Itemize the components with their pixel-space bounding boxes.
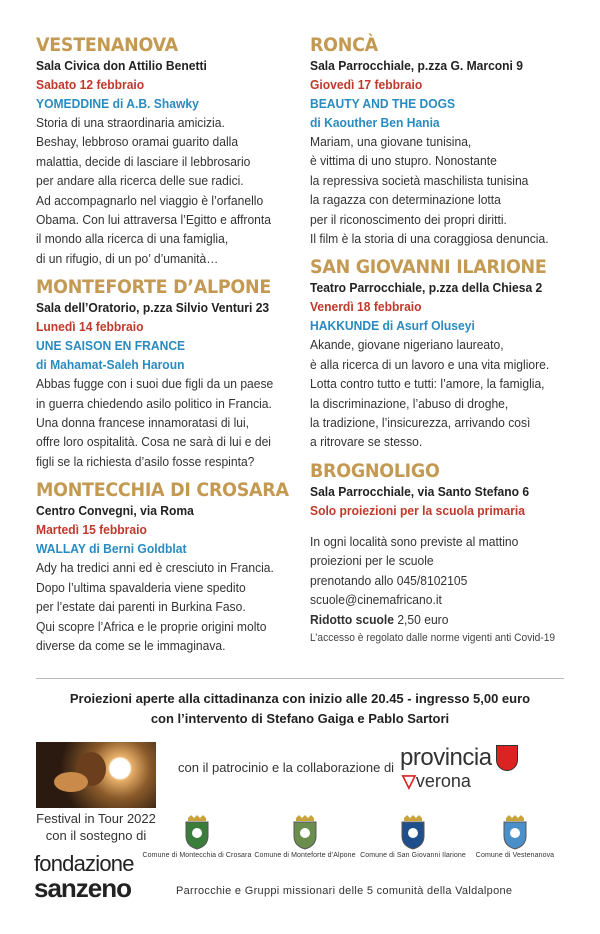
event-block [36, 34, 298, 268]
event-date: Lunedì 14 febbraio [36, 319, 144, 335]
festival-tour [36, 810, 156, 844]
description-line: Dopo l’ultima spavalderia viene spedito [36, 579, 246, 595]
description-line: Storia di una straordinaria amicizia. [36, 115, 225, 130]
comune-crest-icon [398, 814, 428, 850]
town-title: RONCÀ [310, 34, 378, 56]
description-line: Obama. Con lui attraversa l’Egitto e affronta [36, 212, 271, 228]
film-title: di Kaouther Ben Hania [310, 115, 440, 130]
description-line: a ritrovare se stesso. [310, 434, 423, 450]
provincia-verona-logo [400, 745, 520, 797]
patrocinio-text: con il patrocinio e la collaborazione di [178, 760, 395, 775]
town-title: SAN GIOVANNI ILARIONE [310, 256, 547, 279]
town-title: VESTENANOVA [36, 34, 178, 56]
town-title: MONTEFORTE D’ALPONE [36, 276, 271, 299]
description-line: Ad accompagnarlo nel viaggio è l’orfanello [36, 192, 264, 208]
description-line: malattia, decide di lasciare il lebbrosario [36, 153, 251, 169]
film-title: YOMEDDINE di A.B. Shawky [36, 96, 199, 111]
comune-crest-icon [182, 814, 212, 850]
ridotto-line [310, 610, 556, 629]
comune-label: Comune di Monteforte d’Alpone [254, 852, 356, 859]
comune-item [142, 814, 252, 859]
film-description [36, 113, 298, 268]
tour-line1: Festival in Tour 2022 [36, 811, 156, 826]
comune-item [358, 814, 468, 859]
description-line: per il riconoscimento dei propri diritti. [310, 211, 507, 227]
event-date: Venerdì 18 febbraio [310, 299, 422, 315]
event-block [310, 256, 574, 451]
comune-label: Comune di Vestenanova [475, 852, 555, 859]
verona-word: verona [415, 771, 471, 791]
event-date: Giovedì 17 febbraio [310, 77, 423, 92]
comune-label: Comune di San Giovanni Ilarione [360, 852, 466, 859]
fondazione-word: fondazione [34, 851, 134, 876]
comune-item [460, 814, 570, 859]
event-date: Martedì 15 febbraio [36, 522, 147, 538]
venue-text: Sala Civica don Attilio Benetti [36, 58, 207, 73]
verona-word-line [402, 771, 520, 791]
description-line: diverse da come se le immaginava. [36, 637, 226, 653]
parrocchie-text: Parrocchie e Gruppi missionari delle 5 comunità della Valdalpone [176, 885, 513, 897]
description-line: è alla ricerca di un lavoro e una vita migliore. [310, 356, 550, 372]
description-line: Qui scopre l’Africa e le proprie origini molto [36, 618, 267, 634]
film-description [36, 558, 298, 655]
covid-note: L’accesso è regolato dalle norme vigenti anti Covid-19 [310, 631, 556, 644]
sanzeno-word: sanzeno [34, 873, 132, 903]
venue-text: Sala Parrocchiale, via Santo Stefano 6 [310, 483, 530, 499]
speakers-info: con l’intervento di Stefano Gaiga e Pablo Sartori [150, 711, 450, 726]
comune-crest-icon [290, 814, 320, 850]
comune-label: Comune di Montecchia di Crosara [142, 852, 252, 859]
event-block [310, 34, 574, 248]
description-line: Il film è la storia di una coraggiosa denuncia. [310, 231, 549, 247]
description-line: la tradizione, l’insicurezza, arrivando così [310, 415, 531, 431]
description-line: di un rifugio, di un po’ d’umanità… [36, 250, 219, 266]
description-line: per l’estate dai parenti in Burkina Faso. [36, 599, 246, 615]
screening-info: Proiezioni aperte alla cittadinanza con inizio alle 20.45 - ingresso 5,00 euro [69, 691, 531, 706]
comune-item [250, 814, 360, 859]
town-title: BROGNOLIGO [310, 459, 440, 482]
fondazione-logo [34, 853, 134, 901]
film-title: UNE SAISON EN FRANCE [36, 338, 186, 354]
event-block [36, 479, 298, 655]
film-description [36, 374, 298, 471]
description-line: figli se la richiesta d’asilo fosse respinta? [36, 453, 255, 469]
provincia-word: provincia [400, 744, 492, 771]
description-line: offre loro ospitalità. Cosa ne sarà di lui e dei [36, 434, 271, 450]
description-line: la repressiva società maschilista tunisina [310, 172, 529, 188]
tour-line2: con il sostegno di [45, 828, 147, 843]
verona-v-icon: ▽ [402, 771, 416, 791]
event-date: Sabato 12 febbraio [36, 77, 145, 92]
film-description [310, 132, 574, 248]
provincia-crest-icon [496, 745, 518, 771]
town-title: MONTECCHIA DI CROSARA [36, 479, 289, 502]
ridotto-price: 2,50 euro [397, 611, 449, 627]
description-line: Abbas fugge con i suoi due figli da un paese [36, 376, 274, 392]
photo-hand [54, 772, 88, 792]
venue-text: Sala Parrocchiale, p.zza G. Marconi 9 [310, 58, 524, 73]
film-title: di Mahamat-Saleh Haroun [36, 357, 185, 373]
comuni-crests [142, 814, 572, 878]
description-line: il mondo alla ricerca di una famiglia, [36, 231, 229, 247]
right-column [310, 34, 574, 648]
event-block [36, 276, 298, 471]
divider [36, 678, 564, 679]
film-title: HAKKUNDE di Asurf Oluseyi [310, 318, 475, 334]
event-date: Solo proiezioni per la scuola primaria [310, 502, 525, 518]
description-line: Mariam, una giovane tunisina, [310, 134, 472, 149]
ridotto-label: Ridotto scuole [310, 611, 394, 627]
description-line: per andare alla ricerca delle sue radici. [36, 173, 244, 189]
description-line: Lotta contro tutto e tutti: l’amore, la famiglia, [310, 376, 545, 392]
venue-text: Sala dell’Oratorio, p.zza Silvio Venturi 23 [36, 300, 270, 316]
venue-text: Centro Convegni, via Roma [36, 503, 194, 519]
description-line: Beshay, lebbroso oramai guarito dalla [36, 134, 239, 150]
school-email[interactable]: scuole@cinemafricano.it [310, 592, 442, 608]
school-note-line: In ogni località sono previste al mattino [310, 533, 519, 549]
description-line: è vittima di uno stupro. Nonostante [310, 153, 497, 169]
school-note-line: prenotando allo 045/8102105 [310, 572, 468, 588]
description-line: la discriminazione, l’abuso di droghe, [310, 395, 509, 411]
film-title: WALLAY di Berni Goldblat [36, 541, 187, 557]
description-line: Una donna francese innamoratasi di lui, [36, 415, 250, 431]
school-note [310, 532, 574, 648]
school-note-line: proiezioni per le scuole [310, 553, 434, 569]
film-description [310, 335, 574, 451]
comune-crest-icon [500, 814, 530, 850]
event-block [310, 460, 574, 520]
description-line: Ady ha tredici anni ed è cresciuto in Francia. [36, 560, 274, 576]
left-column [36, 34, 298, 663]
description-line: Akande, giovane nigeriano laureato, [310, 337, 504, 353]
venue-text: Teatro Parrocchiale, p.zza della Chiesa 2 [310, 280, 543, 296]
film-title: BEAUTY AND THE DOGS [310, 96, 456, 111]
festival-photo [36, 742, 156, 808]
description-line: la ragazza con determinazione lotta [310, 192, 501, 208]
description-line: in guerra chiedendo asilo politico in Francia. [36, 395, 272, 411]
